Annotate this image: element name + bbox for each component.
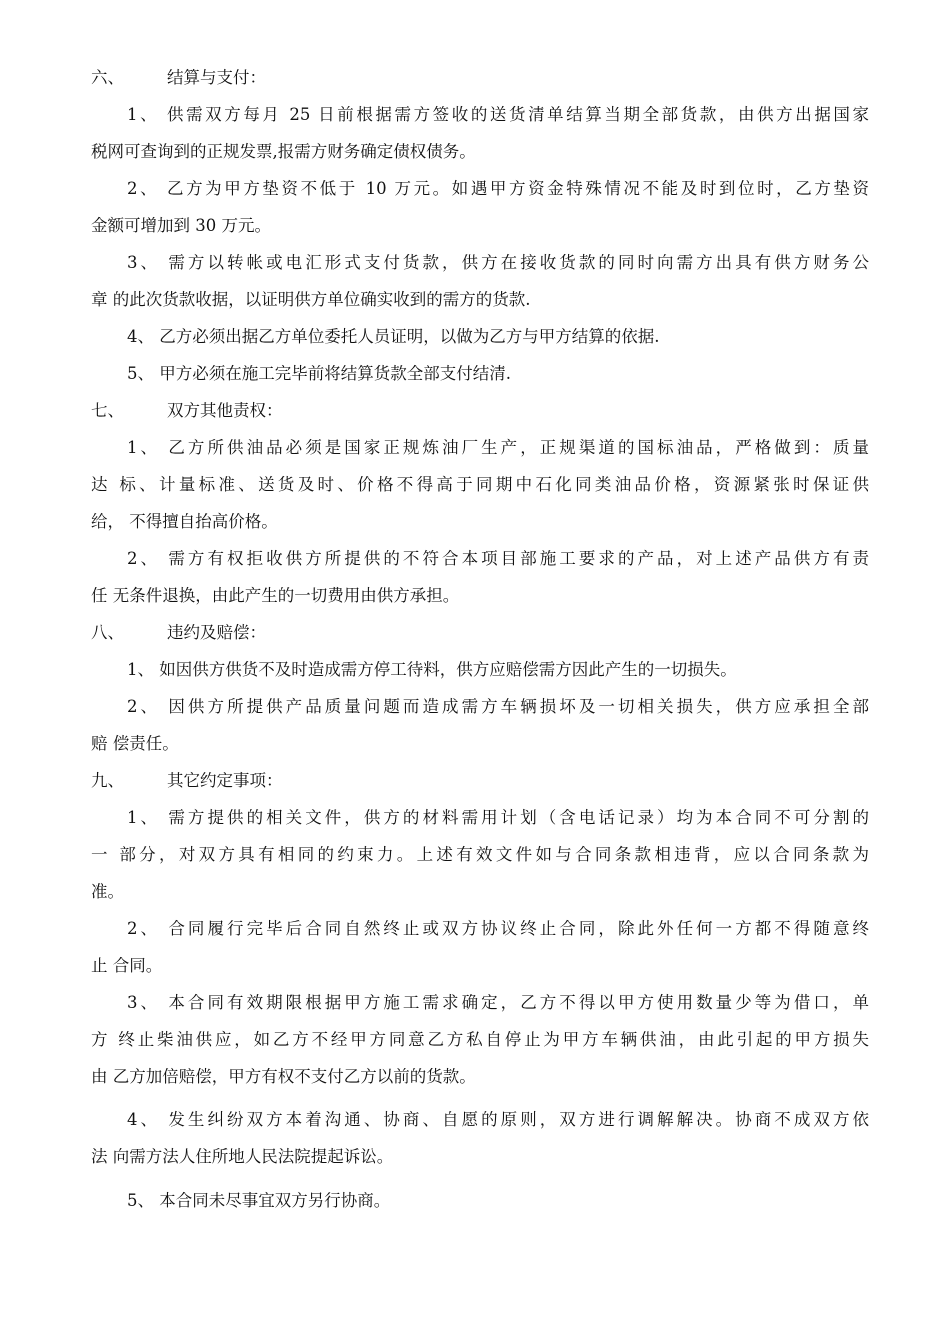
- clause-7-1-line-3: 给， 不得擅自抬高价格。: [91, 512, 278, 531]
- clause-6-2-line-2: 金额可增加到 30 万元。: [91, 216, 271, 235]
- clause-9-2-line-2: 止 合同。: [91, 956, 163, 975]
- section-heading-7: 七、 双方其他责权：: [91, 401, 283, 420]
- clause-9-1-line-3: 准。: [91, 882, 124, 901]
- clause-7-1-line-2: 达 标、计量标准、送货及时、价格不得高于同期中石化同类油品价格，资源紧张时保证供: [91, 475, 869, 494]
- clause-8-2-line-1: 2、 因供方所提供产品质量问题而造成需方车辆损坏及一切相关损失，供方应承担全部: [127, 697, 869, 716]
- clause-8-2-line-2: 赔 偿责任。: [91, 734, 179, 753]
- clause-9-3-line-3: 由 乙方加倍赔偿，甲方有权不支付乙方以前的货款。: [91, 1067, 476, 1086]
- clause-9-2-line-1: 2、 合同履行完毕后合同自然终止或双方协议终止合同，除此外任何一方都不得随意终: [127, 919, 869, 938]
- clause-6-3-line-2: 章 的此次货款收据，以证明供方单位确实收到的需方的货款.: [91, 290, 531, 309]
- clause-9-3-line-1: 3、 本合同有效期限根据甲方施工需求确定，乙方不得以甲方使用数量少等为借口，单: [127, 993, 869, 1012]
- clause-6-4-line-1: 4、 乙方必须出据乙方单位委托人员证明，以做为乙方与甲方结算的依据.: [127, 327, 660, 346]
- section-heading-6: 六、 结算与支付：: [91, 68, 266, 87]
- clause-9-1-line-1: 1、 需方提供的相关文件，供方的材料需用计划（含电话记录）均为本合同不可分割的: [127, 808, 869, 827]
- clause-7-2-line-1: 2、 需方有权拒收供方所提供的不符合本项目部施工要求的产品，对上述产品供方有责: [127, 549, 869, 568]
- clause-9-3-line-2: 方 终止柴油供应，如乙方不经甲方同意乙方私自停止为甲方车辆供油，由此引起的甲方损失: [91, 1030, 869, 1049]
- clause-6-1-line-1: 1、 供需双方每月 25 日前根据需方签收的送货清单结算当期全部货款，由供方出据国家: [127, 105, 869, 124]
- clause-7-2-line-2: 任 无条件退换，由此产生的一切费用由供方承担。: [91, 586, 460, 605]
- clause-6-3-line-1: 3、 需方以转帐或电汇形式支付货款，供方在接收货款的同时向需方出具有供方财务公: [127, 253, 869, 272]
- clause-6-5-line-1: 5、 甲方必须在施工完毕前将结算货款全部支付结清.: [127, 364, 511, 383]
- clause-9-4-line-2: 法 向需方法人住所地人民法院提起诉讼。: [91, 1147, 394, 1166]
- clause-9-4-line-1: 4、 发生纠纷双方本着沟通、协商、自愿的原则，双方进行调解解决。协商不成双方依: [127, 1110, 869, 1129]
- clause-8-1-line-1: 1、 如因供方供货不及时造成需方停工待料，供方应赔偿需方因此产生的一切损失。: [127, 660, 737, 679]
- clause-9-1-line-2: 一 部分，对双方具有相同的约束力。上述有效文件如与合同条款相违背，应以合同条款为: [91, 845, 869, 864]
- clause-6-1-line-2: 税网可查询到的正规发票,报需方财务确定债权债务。: [91, 142, 476, 161]
- clause-7-1-line-1: 1、 乙方所供油品必须是国家正规炼油厂生产，正规渠道的国标油品，严格做到：质量: [127, 438, 869, 457]
- section-heading-8: 八、 违约及赔偿：: [91, 623, 266, 642]
- clause-9-5-line-1: 5、 本合同未尽事宜双方另行协商。: [127, 1191, 391, 1210]
- section-heading-9: 九、 其它约定事项：: [91, 771, 283, 790]
- clause-6-2-line-1: 2、 乙方为甲方垫资不低于 10 万元。如遇甲方资金特殊情况不能及时到位时，乙方垫资: [127, 179, 869, 198]
